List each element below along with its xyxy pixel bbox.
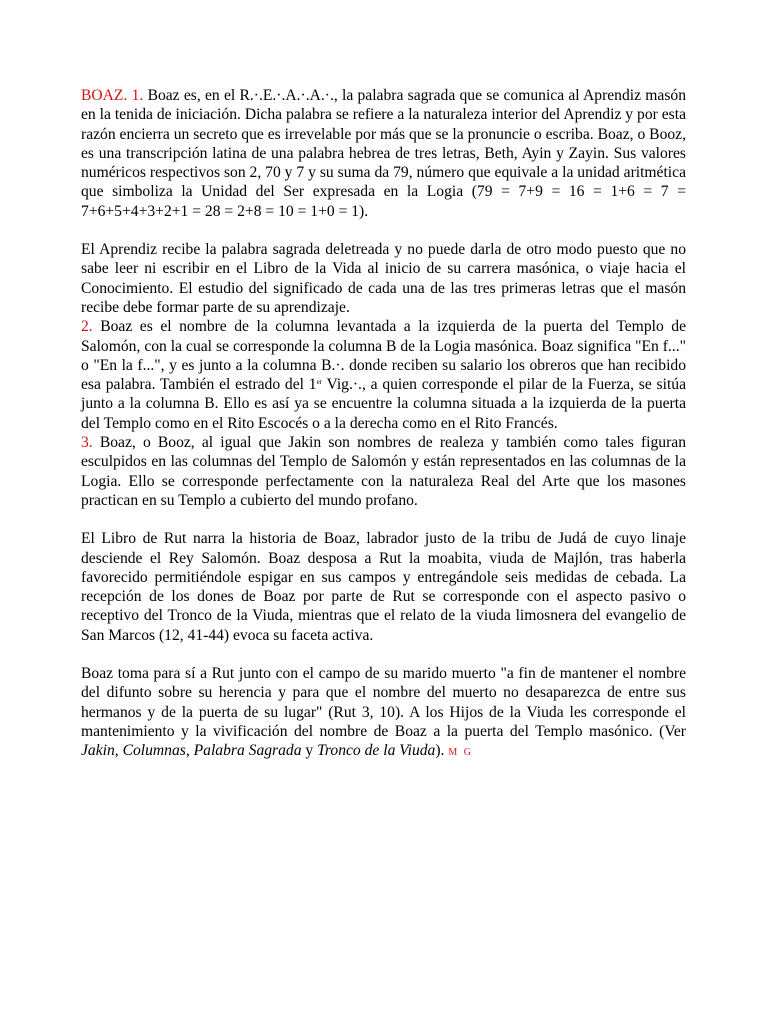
paragraph-2: [81, 240, 686, 317]
author-signature: M G: [448, 747, 473, 759]
paragraph-1-text: Boaz es, en el R.·.E.·.A.·.A.·., la palabra sagrada que se comunica al Aprendiz masón en la tenida de iniciación. Dicha palabra se refiere a la naturaleza interior del Aprendiz y por esta razón encierra un secreto que es irrevelable por más que se la pronuncie o escriba. Boaz, o Booz, es una transcripción latina de una palabra hebrea de tres letras, Beth, Ayin y Zayin. Sus valores numéricos respectivos son 2, 70 y 7 y su suma da 79, número que equivale a la unidad aritmética que simboliza la Unidad del Ser expresada en la Logia (79 = 7+9 = 16 = 1+6 = 7 = 7+6+5+4+3+2+1 = 28 = 2+8 = 10 = 1+0 = 1).: [81, 87, 686, 220]
cross-reference-columnas[interactable]: Columnas: [122, 742, 186, 760]
cross-reference-palabra-sagrada[interactable]: Palabra Sagrada: [193, 742, 302, 760]
paragraph-5: [81, 529, 686, 645]
paragraph-5-text: El Libro de Rut narra la historia de Boaz, labrador justo de la tribu de Judá de cuyo linaje desciende el Rey Salomón. Boaz desposa a Rut la moabita, viuda de Majlón, tras haberla favorecido permitiéndole espigar en sus campos y entregándole seis medidas de cebada. La recepción de los dones de Boaz por parte de Rut se corresponde con el aspecto pasivo o receptivo del Tronco de la Viuda, mientras que el relato de la viuda limosnera del evangelio de San Marcos (12, 41-44) evoca su faceta activa.: [81, 530, 686, 644]
section-number-1: 1.: [131, 87, 144, 104]
reference-separator: y: [301, 742, 318, 760]
reference-separator: ,: [185, 742, 194, 760]
paragraph-6: [81, 664, 686, 762]
paragraph-4: [81, 433, 686, 510]
reference-separator: ,: [114, 742, 123, 760]
paragraph-3-text-b: Vig.·., a quien corresponde el pilar de la Fuerza, se sitúa junto a la columna B. Ello es así ya se encuentre la columna situada a la izquierda de la puerta del Templo como en el Rito Escocés o a la derecha como en el Rito Francés.: [81, 376, 686, 432]
reference-close: ).: [435, 742, 445, 760]
paragraph-6-text: Boaz toma para sí a Rut junto con el campo de su marido muerto "a fin de mantener el nombre del difunto sobre su herencia y para que el nombre del muerto no desaparezca de entre sus hermanos y de la puerta de su lugar" (Rut 3, 10). A los Hijos de la Viuda les corresponde el mantenimiento y la vivificación del nombre de Boaz a la puerta del Templo masónico. (Ver: [81, 665, 686, 740]
cross-reference-jakin[interactable]: Jakin: [81, 742, 115, 760]
paragraph-1: [81, 86, 686, 221]
dictionary-entry: [81, 86, 686, 763]
section-number-3: 3.: [81, 434, 93, 452]
paragraph-4-text: Boaz, o Booz, al igual que Jakin son nombres de realeza y también como tales figuran esculpidos en las columnas del Templo de Salomón y están representados en las columnas de la Logia. Ello se corresponde perfectamente con la naturaleza Real del Arte que los masones practican en su Templo a cubierto del mundo profano.: [81, 434, 686, 509]
paragraph-2-text: El Aprendiz recibe la palabra sagrada deletreada y no puede darla de otro modo puesto que no sabe leer ni escribir en el Libro de la Vida al inicio de su carrera masónica, o viaje hacia el Conocimiento. El estudio del significado de cada una de las tres primeras letras que el masón recibe debe formar parte de su aprendizaje.: [81, 241, 686, 316]
paragraph-3-text-a: Boaz es el nombre de la columna levantada a la izquierda de la puerta del Templo de Salomón, con la cual se corresponde la columna B de la Logia masónica. Boaz significa "En f..." o "En la f...", y es junto a la columna B.·. donde reciben su salario los obreros que han recibido esa palabra. También el estrado del 1: [81, 318, 686, 394]
cross-reference-tronco-de-la-viuda[interactable]: Tronco de la Viuda: [317, 742, 436, 760]
ordinal-superscript: er: [316, 378, 323, 387]
paragraph-3: [81, 317, 686, 433]
section-number-2: 2.: [81, 318, 93, 336]
entry-term: BOAZ.: [81, 87, 128, 104]
